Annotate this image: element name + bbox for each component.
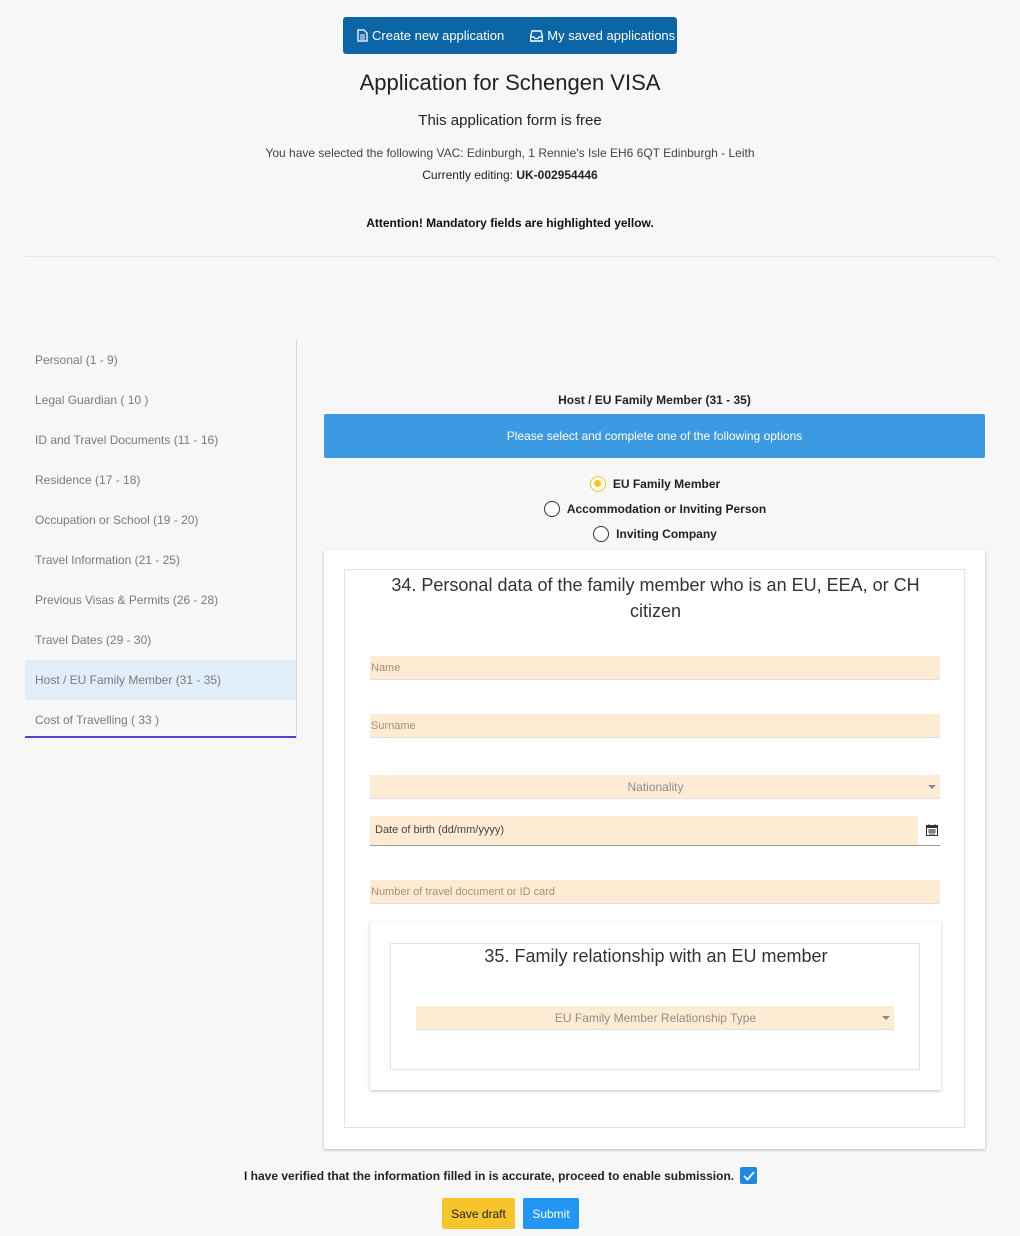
option-accommodation-inviting-person[interactable] — [0, 501, 1020, 517]
section-title: Host / EU Family Member (31 - 35) — [558, 393, 751, 407]
divider — [25, 256, 995, 257]
calendar-icon[interactable] — [926, 823, 938, 841]
eu-family-member-card — [324, 550, 985, 1149]
option-inviting-company[interactable] — [0, 526, 1020, 542]
sidebar-item-residence[interactable]: Residence (17 - 18) — [35, 473, 141, 487]
option-label: Accommodation or Inviting Person — [566, 502, 767, 516]
radio-selected-icon[interactable] — [590, 476, 606, 492]
sidebar-item-personal[interactable]: Personal (1 - 9) — [35, 353, 118, 367]
application-id: UK-002954446 — [516, 168, 598, 182]
check-icon — [743, 1171, 755, 1181]
submit-button[interactable]: Submit — [523, 1198, 579, 1229]
sidebar-item-legal-guardian[interactable]: Legal Guardian ( 10 ) — [35, 393, 149, 407]
create-application-label: Create new application — [372, 28, 505, 43]
option-label: EU Family Member — [612, 477, 721, 491]
travel-document-number-field[interactable]: Number of travel document or ID card — [370, 880, 940, 904]
top-nav — [343, 17, 677, 54]
vac-info: You have selected the following VAC: Edinburgh, 1 Rennie's Isle EH6 6QT Edinburgh - Leith — [265, 146, 755, 160]
q34-heading — [345, 572, 966, 624]
relationship-placeholder: EU Family Member Relationship Type — [554, 1011, 757, 1025]
name-field[interactable]: Name — [370, 656, 940, 680]
option-eu-family-member[interactable] — [0, 476, 1020, 492]
q35-card — [370, 922, 941, 1090]
chevron-down-icon — [882, 1016, 890, 1020]
saved-applications-label: My saved applications — [547, 28, 676, 43]
verification-row — [244, 1167, 757, 1184]
date-of-birth-input[interactable]: Date of birth (dd/mm/yyyy) — [370, 816, 918, 845]
editing-label: Currently editing: — [422, 168, 513, 182]
sidebar-active-underline — [25, 736, 296, 738]
verification-checkbox[interactable] — [740, 1167, 757, 1184]
sidebar-item-previous-visas[interactable]: Previous Visas & Permits (26 - 28) — [35, 593, 219, 607]
nationality-placeholder: Nationality — [627, 780, 684, 794]
page-subtitle: This application form is free — [418, 112, 602, 129]
q35-panel — [390, 943, 920, 1070]
info-bar: Please select and complete one of the following options — [324, 414, 985, 458]
relationship-type-select[interactable] — [416, 1006, 894, 1030]
radio-icon[interactable] — [544, 501, 560, 517]
nationality-select[interactable] — [370, 775, 940, 799]
sidebar-item-cost-of-travelling[interactable]: Cost of Travelling ( 33 ) — [35, 713, 160, 727]
document-icon — [357, 29, 368, 42]
q34-panel — [344, 569, 965, 1128]
sidebar-item-host-eu-family[interactable]: Host / EU Family Member (31 - 35) — [25, 660, 296, 700]
inbox-icon — [530, 30, 543, 42]
sidebar-item-travel-dates[interactable]: Travel Dates (29 - 30) — [35, 633, 152, 647]
q35-heading: 35. Family relationship with an EU member — [484, 946, 828, 966]
chevron-down-icon — [928, 785, 936, 789]
sidebar-item-travel-information[interactable]: Travel Information (21 - 25) — [35, 553, 180, 567]
q34-heading-line2: citizen — [629, 601, 682, 621]
surname-field[interactable]: Surname — [370, 714, 940, 738]
editing-info — [0, 168, 1020, 182]
sidebar-item-id-travel-documents[interactable]: ID and Travel Documents (11 - 16) — [35, 433, 219, 447]
saved-applications-button[interactable] — [504, 28, 675, 43]
q34-heading-line1: 34. Personal data of the family member who is an EU, EEA, or CH — [391, 575, 920, 595]
page-title: Application for Schengen VISA — [359, 70, 661, 95]
create-application-button[interactable] — [343, 28, 504, 43]
save-draft-button[interactable]: Save draft — [442, 1198, 515, 1229]
date-of-birth-field[interactable] — [370, 816, 940, 846]
attention-notice: Attention! Mandatory fields are highlighted yellow. — [366, 216, 654, 230]
option-label: Inviting Company — [616, 527, 717, 541]
verification-label: I have verified that the information filled in is accurate, proceed to enable submission. — [244, 1168, 735, 1183]
sidebar-item-occupation[interactable]: Occupation or School (19 - 20) — [35, 513, 199, 527]
radio-icon[interactable] — [593, 526, 609, 542]
